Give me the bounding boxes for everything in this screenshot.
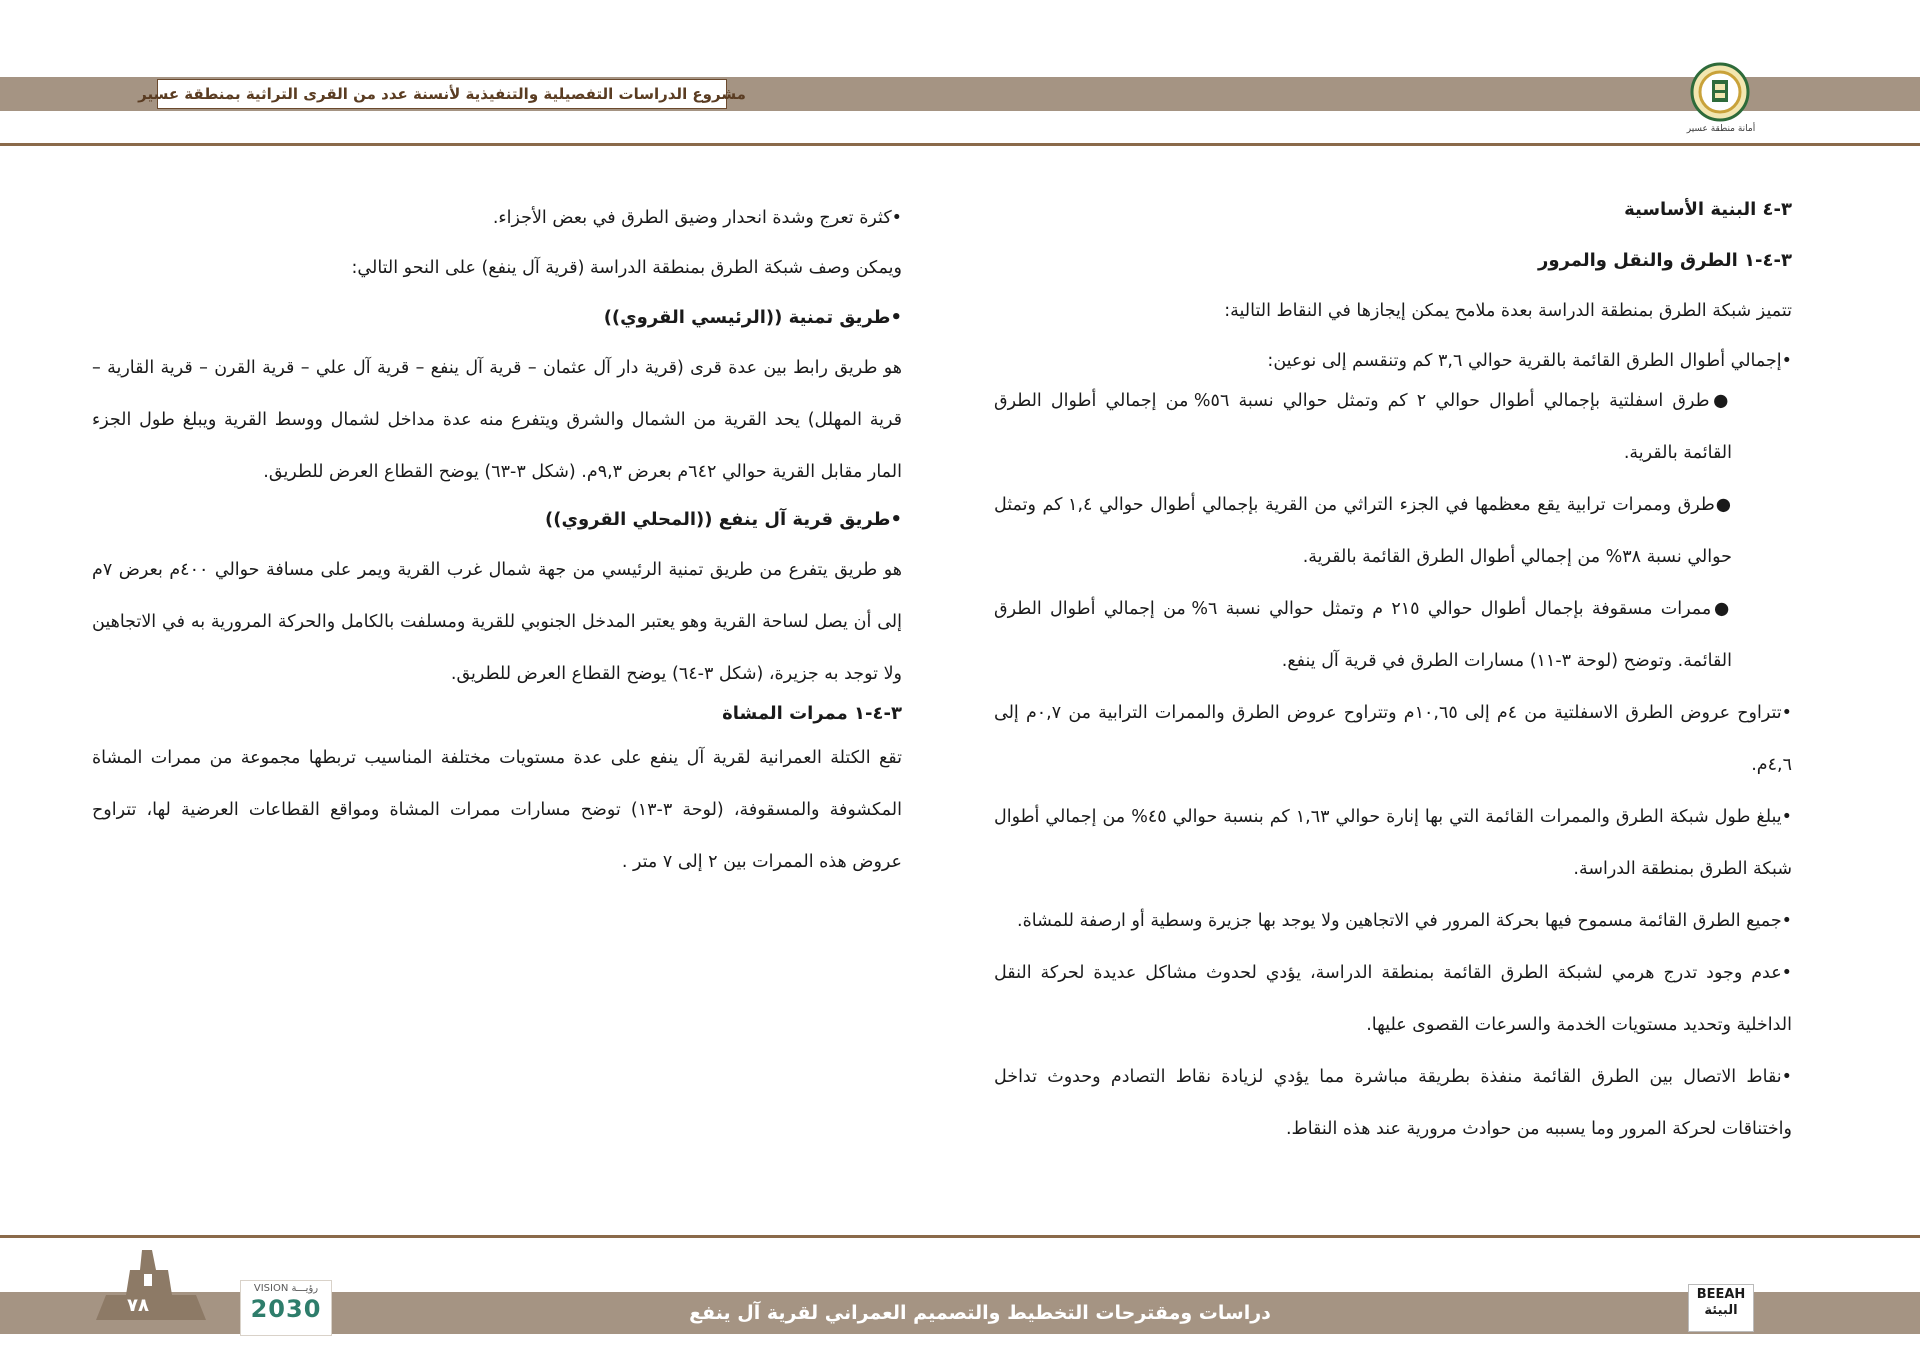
list-item: ●ممرات مسقوفة بإجمال أطوال حوالي ٢١٥ م وتمثل حوالي نسبة ٦% من إجمالي أطوال الطرق القائمة. وتوضح (لوحة ٣-١١) مسارات الطرق في قرية آل ينفع. (994, 599, 1732, 671)
roads-intro: تتميز شبكة الطرق بمنطقة الدراسة بعدة ملامح يمكن إيجازها في النقاط التالية: (1224, 301, 1792, 321)
logo-caption: أمانة منطقة عسير (1686, 124, 1756, 134)
list-item: •نقاط الاتصال بين الطرق القائمة منفذة بطريقة مباشرة مما يؤدي لزيادة نقاط التصادم وحدوث تداخل واختناقات لحركة المرور وما يسببه من حوادث مرورية عند هذه النقاط. (994, 1067, 1792, 1139)
list-item: ●طرق وممرات ترابية يقع معظمها في الجزء التراثي من القرية بإجمالي أطوال حوالي ١,٤ كم وتمثل حوالي نسبة ٣٨% من إجمالي أطوال الطرق القائمة بالقرية. (994, 495, 1732, 567)
vision-year: 2030 (250, 1295, 322, 1323)
walkways-heading: ٣-٤-١ ممرات المشاة (722, 703, 902, 724)
left-column (92, 204, 902, 888)
header-rule (0, 143, 1920, 146)
paragraph: هو طريق يتفرع من طريق تمنية الرئيسي من جهة شمال غرب القرية ويمر على مسافة حوالي ٤٠٠م بعرض ٧م إلى أن يصل لساحة القرية وهو يعتبر المدخل الجنوبي للقرية ومسلفت بالكامل والحركة المرورية به في الاتجاهين ولا توجد به جزيرة، (شكل ٣-٦٤) يوضح القطاع العرض للطريق. (92, 560, 902, 684)
vision-label: VISION رؤيـــة (253, 1283, 319, 1294)
beeah-logo-en: BEEAH (1696, 1287, 1746, 1302)
right-column (994, 196, 1792, 1155)
list-item: •إجمالي أطوال الطرق القائمة بالقرية حوالي ٣,٦ كم وتنقسم إلى نوعين: (1267, 351, 1792, 371)
road-heading-tamnia: •طريق تمنية ((الرئيسي القروي)) (603, 307, 902, 328)
subsection-heading: ٣-٤-١ الطرق والنقل والمرور (1538, 250, 1792, 271)
list-item: •عدم وجود تدرج هرمي لشبكة الطرق القائمة بمنطقة الدراسة، يؤدي لحدوث مشاكل عديدة لحركة النقل الداخلية وتحديد مستويات الخدمة والسرعات القصوى عليها. (994, 963, 1792, 1035)
list-item: •تتراوح عروض الطرق الاسفلتية من ٤م إلى ١٠,٦٥م وتتراوح عروض الطرق والممرات الترابية من ٠,٧م إلى ٤,٦م. (994, 703, 1792, 775)
paragraph: ويمكن وصف شبكة الطرق بمنطقة الدراسة (قرية آل ينفع) على النحو التالي: (351, 258, 902, 278)
beeah-logo-ar: البيئة (1704, 1303, 1738, 1318)
project-title: مشروع الدراسات التفصيلية والتنفيذية لأنسنة عدد من القرى التراثية بمنطقة عسير (157, 79, 727, 109)
section-heading: ٣-٤ البنية الأساسية (1624, 199, 1792, 220)
footer-title: دراسات ومقترحات التخطيط والتصميم العمراني لقرية آل ينفع (689, 1302, 1271, 1324)
list-item: •كثرة تعرج وشدة انحدار وضيق الطرق في بعض الأجزاء. (492, 208, 902, 228)
page-number: ٧٨ (127, 1295, 149, 1316)
paragraph: تقع الكتلة العمرانية لقرية آل ينفع على عدة مستويات مختلفة المناسيب تربطها مجموعة من ممرات المشاة المكشوفة والمسقوفة، (لوحة ٣-١٣) توضح مسارات ممرات المشاة ومواقع القطاعات العرضية لها، تتراوح عروض هذه الممرات بين ٢ إلى ٧ متر . (92, 748, 902, 872)
footer-rule (0, 1235, 1920, 1238)
road-heading-local: •طريق قرية آل ينفع ((المحلي القروي)) (545, 509, 902, 530)
list-item: ●طرق اسفلتية بإجمالي أطوال حوالي ٢ كم وتمثل حوالي نسبة ٥٦% من إجمالي أطوال الطرق القائمة بالقرية. (994, 391, 1732, 463)
list-item: •جميع الطرق القائمة مسموح فيها بحركة المرور في الاتجاهين ولا يوجد بها جزيرة وسطية أو ارصفة للمشاة. (1017, 911, 1792, 931)
paragraph: هو طريق رابط بين عدة قرى (قرية دار آل عثمان – قرية آل ينفع – قرية آل علي – قرية القرن – قرية القارية – قرية المهلل) يحد القرية من الشمال والشرق ويتفرع منه عدة مداخل لشمال ووسط القرية ويبلغ طول الجزء المار مقابل القرية حوالي ٦٤٢م بعرض ٩,٣م. (شكل ٣-٦٣) يوضح القطاع العرض للطريق. (92, 358, 902, 482)
list-item: •يبلغ طول شبكة الطرق والممرات القائمة التي بها إنارة حوالي ١,٦٣ كم بنسبة حوالي ٤٥% من إجمالي أطوال شبكة الطرق بمنطقة الدراسة. (994, 807, 1792, 879)
